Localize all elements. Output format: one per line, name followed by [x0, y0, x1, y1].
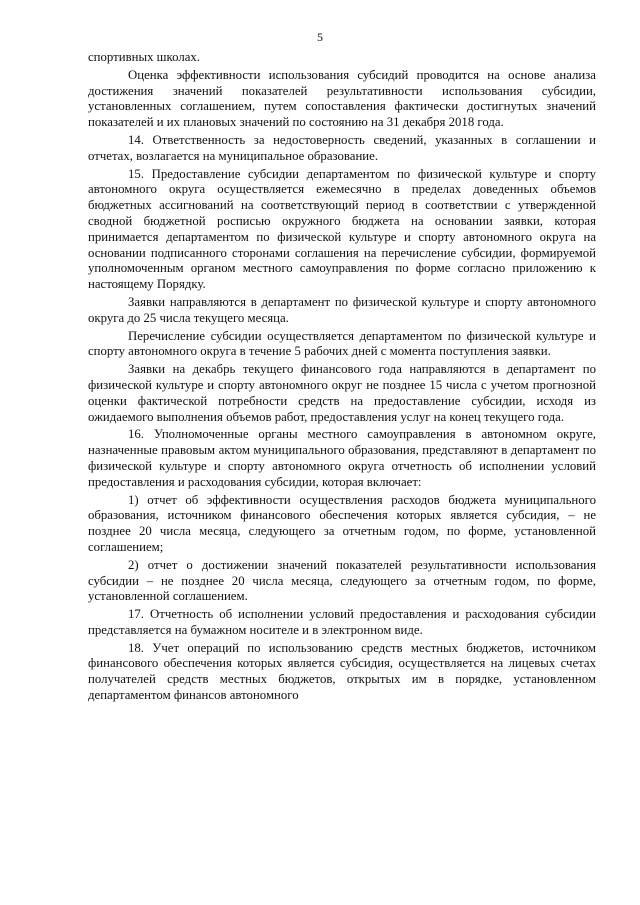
- paragraph-december-applications: Заявки на декабрь текущего финансового года направляются в департамент по физической культуре и спорту автономного округ не позднее 15 числа с учетом прогнозной оценки фактической потребности средств на предоставление субсидии, исходя из ожидаемого выполнения объемов работ, предоставления услуг на конец текущего года.: [88, 362, 596, 424]
- document-body: [88, 50, 596, 706]
- paragraph-transfer-term: Перечисление субсидии осуществляется департаментом по физической культуре и спорту автономного округа в течение 5 рабочих дней с момента поступления заявки.: [88, 328, 596, 359]
- paragraph-continuation: спортивных школах.: [88, 50, 200, 64]
- paragraph-report-item-1: 1) отчет об эффективности осуществления расходов бюджета муниципального образования, источником финансового обеспечения которых является субсидия, – не позднее 20 числа месяца, следующего за отчетным годом, по форме, установленной соглашением;: [88, 492, 596, 554]
- paragraph-report-item-2: 2) отчет о достижении значений показателей результативности использования субсидии – не позднее 20 числа месяца, следующего за отчетным годом, по форме, установленной соглашением.: [88, 557, 596, 604]
- paragraph-15-provision: 15. Предоставление субсидии департаментом по физической культуре и спорту автономного округа осуществляется ежемесячно в пределах доведенных объемов бюджетных ассигнований на соответствующий период в соответствии с утвержденной сводной бюджетной росписью окружного бюджета на основании заявки, которая принимается департаментом по физической культуре и спорту автономного округа на основании подписанного сторонами соглашения на перечисление субсидии, формируемой уполномоченным органом местного самоуправления по форме согласно приложению к настоящему Порядку.: [88, 166, 596, 292]
- paragraph-efficiency-assessment: Оценка эффективности использования субсидий проводится на основе анализа достижения значений показателей результативности использования субсидии, установленных соглашением, путем сопоставления фактически достигнутых значений показателей и их плановых значений по состоянию на 31 декабря 2018 года.: [88, 67, 596, 130]
- paragraph-14-responsibility: 14. Ответственность за недостоверность сведений, указанных в соглашении и отчетах, возлагается на муниципальное образование.: [88, 132, 596, 163]
- page-number: 5: [317, 30, 323, 44]
- paragraph-16-reporting: 16. Уполномоченные органы местного самоуправления в автономном округе, назначенные правовым актом муниципального образования, представляют в департамент по физической культуре и спорту автономного округа отчетность об исполнении условий предоставления и расходования субсидии, которая включает:: [88, 427, 596, 489]
- paragraph-18-accounting: 18. Учет операций по использованию средств местных бюджетов, источником финансового обеспечения которых является субсидия, осуществляется на лицевых счетах получателей средств местных бюджетов, открытых им в порядке, установленном департаментом финансов автономного: [88, 640, 596, 703]
- paragraph-17-format: 17. Отчетность об исполнении условий предоставления и расходования субсидии представляется на бумажном носителе и в электронном виде.: [88, 607, 596, 637]
- paragraph-applications-deadline: Заявки направляются в департамент по физической культуре и спорту автономного округа до 25 числа текущего месяца.: [88, 294, 596, 325]
